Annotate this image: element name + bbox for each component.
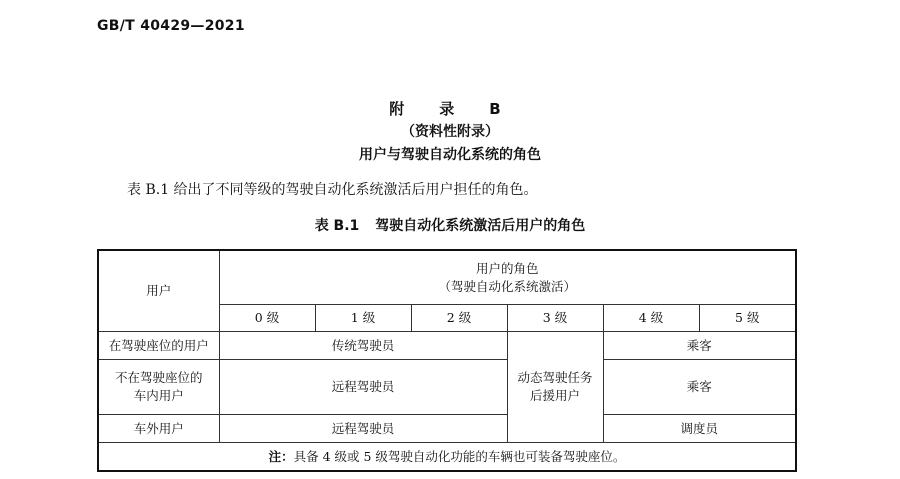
appendix-type: （资料性附录） — [401, 124, 499, 140]
role-level3-line1: 动态驾驶任务 — [517, 370, 593, 385]
user-cell — [98, 360, 219, 415]
table-row — [98, 360, 796, 415]
role-cell-level4-5: 乘客 — [603, 332, 796, 360]
level-0: 0 级 — [219, 305, 315, 332]
role-cell-level0-2: 传统驾驶员 — [219, 332, 507, 360]
appendix-title: 用户与驾驶自动化系统的角色 — [359, 147, 541, 163]
user-cell — [98, 332, 219, 360]
note-prefix: 注： — [268, 448, 294, 464]
role-cell-level0-2: 远程驾驶员 — [219, 415, 507, 443]
role-cell-level3 — [507, 332, 603, 443]
table-row — [98, 415, 796, 443]
user-line1: 车外用户 — [133, 420, 184, 436]
user-line1: 不在驾驶座位的 — [114, 370, 203, 385]
table-caption — [0, 215, 900, 235]
level-1: 1 级 — [315, 305, 411, 332]
roles-table — [97, 249, 797, 472]
note-text: 具备 4 级或 5 级驾驶自动化功能的车辆也可装备驾驶座位。 — [293, 448, 626, 464]
table-note-row — [98, 443, 796, 472]
appendix-label: 附 录 B — [389, 100, 511, 118]
level-3: 3 级 — [507, 305, 603, 332]
table-note — [98, 443, 796, 472]
role-cell-level0-2: 远程驾驶员 — [219, 360, 507, 415]
header-roles-line1: 用户的角色 — [476, 260, 539, 276]
level-4: 4 级 — [603, 305, 699, 332]
role-level3-line2: 后援用户 — [529, 388, 580, 403]
table-header-row — [98, 250, 796, 305]
table-row — [98, 332, 796, 360]
table-caption-title: 驾驶自动化系统激活后用户的角色 — [375, 218, 586, 234]
header-roles-group — [219, 250, 796, 305]
header-user: 用户 — [98, 250, 219, 332]
role-cell-level4-5: 调度员 — [603, 415, 796, 443]
user-line2: 车内用户 — [133, 388, 184, 403]
role-cell-level4-5: 乘客 — [603, 360, 796, 415]
header-roles-line2: （驾驶自动化系统激活） — [438, 278, 577, 294]
user-line1: 在驾驶座位的用户 — [108, 337, 209, 353]
level-5: 5 级 — [699, 305, 796, 332]
standard-code: GB/T 40429—2021 — [97, 18, 245, 34]
table-caption-number: 表 B.1 — [314, 218, 360, 234]
level-2: 2 级 — [411, 305, 507, 332]
intro-paragraph: 表 B.1 给出了不同等级的驾驶自动化系统激活后用户担任的角色。 — [127, 182, 538, 198]
user-cell — [98, 415, 219, 443]
